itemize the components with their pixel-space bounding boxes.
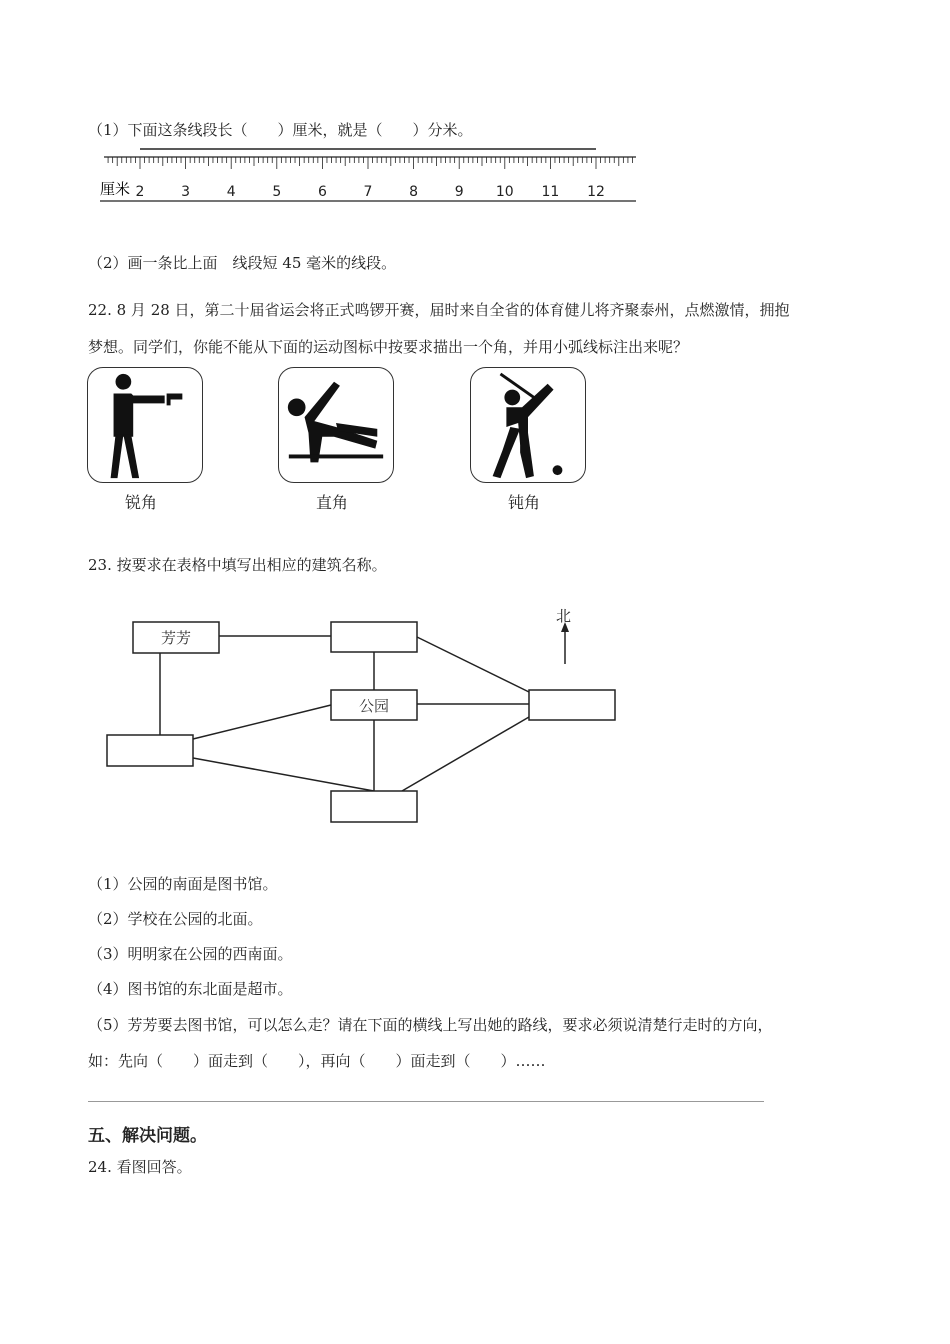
caption-right: 直角 — [315, 493, 348, 512]
caption-acute: 锐角 — [124, 493, 157, 512]
box-west-blank — [107, 735, 193, 766]
golf-icon — [470, 367, 586, 483]
ruler-tick-label: 2 — [135, 184, 145, 200]
north-label: 北 — [556, 607, 572, 625]
ruler-tick-label: 9 — [454, 184, 464, 200]
ruler-tick-marks — [108, 157, 632, 169]
q23-item-4: （4）图书馆的东北面是超市。 — [88, 980, 293, 998]
q23-example: 如：先向（ ）面走到（ ），再向（ ）面走到（ ）…… — [88, 1052, 546, 1070]
q24-title: 24. 看图回答。 — [88, 1158, 192, 1176]
ruler-tick-labels — [136, 184, 605, 200]
q23-item-1: （1）公园的南面是图书馆。 — [88, 875, 278, 893]
ruler-unit-label: 厘米 — [100, 180, 131, 198]
gymnastics-icon — [278, 367, 394, 483]
ruler-tick-label: 5 — [272, 184, 282, 200]
section-heading: 五、解决问题。 — [88, 1126, 207, 1146]
ruler-tick-label: 12 — [587, 184, 605, 200]
box-north-blank — [331, 622, 417, 652]
ruler-tick-label: 7 — [363, 184, 373, 200]
q23-item-3: （3）明明家在公园的西南面。 — [88, 945, 293, 963]
ruler-tick-label: 10 — [495, 184, 514, 200]
ruler-tick-label: 11 — [541, 184, 560, 200]
ruler-tick-label: 6 — [317, 184, 327, 200]
shooting-icon — [87, 367, 203, 483]
ruler — [100, 142, 640, 206]
q21-part1: （1）下面这条线段长（ ）厘米，就是（ ）分米。 — [88, 121, 473, 139]
ruler-tick-label: 8 — [409, 184, 419, 200]
q22-line1: 22. 8 月 28 日，第二十届省运会将正式鸣锣开赛，届时来自全省的体育健儿将齐聚泰州，点燃激情，拥抱 — [88, 301, 790, 319]
q23-item-2: （2）学校在公园的北面。 — [88, 910, 263, 928]
q23-title: 23. 按要求在表格中填写出相应的建筑名称。 — [88, 556, 387, 574]
ruler-tick-label: 3 — [181, 184, 191, 200]
caption-obtuse: 钝角 — [507, 493, 540, 512]
box-park-label: 公园 — [358, 697, 390, 715]
box-fangfang-label: 芳芳 — [160, 629, 192, 647]
q23-item-5: （5）芳芳要去图书馆，可以怎么走？请在下面的横线上写出她的路线，要求必须说清楚行走时的方向， — [88, 1016, 773, 1034]
ruler-tick-label: 4 — [226, 184, 236, 200]
box-south-blank — [331, 791, 417, 822]
box-east-blank — [529, 690, 615, 720]
map-diagram — [100, 600, 640, 840]
answer-line — [88, 1101, 764, 1102]
q21-part2: （2）画一条比上面 线段短 45 毫米的线段。 — [88, 254, 397, 272]
q22-line2: 梦想。同学们，你能不能从下面的运动图标中按要求描出一个角，并用小弧线标注出来呢？ — [88, 338, 689, 356]
